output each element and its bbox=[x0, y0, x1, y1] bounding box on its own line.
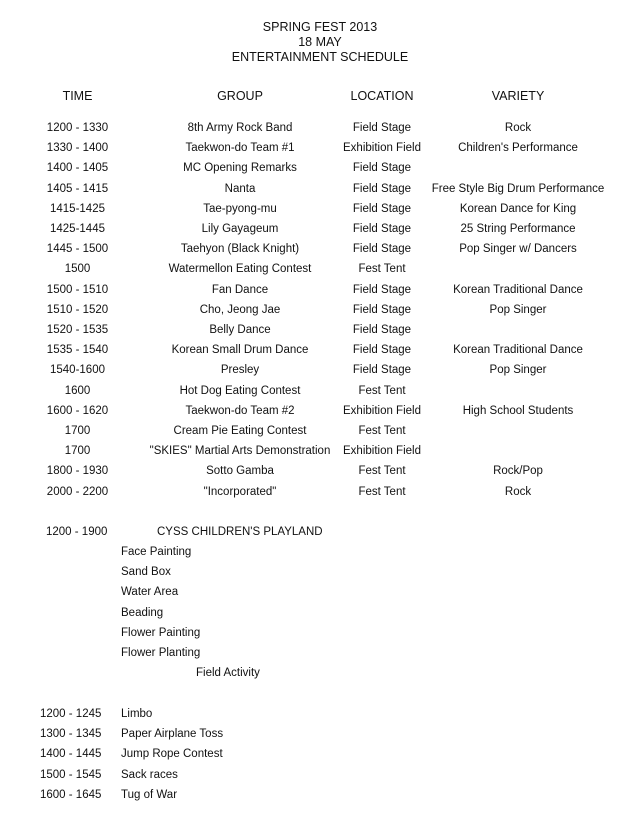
location-cell: Exhibition Field bbox=[343, 445, 421, 458]
activity-name: Tug of War bbox=[121, 788, 178, 801]
group-cell: Taekwon-do Team #2 bbox=[185, 404, 295, 417]
table-row bbox=[0, 162, 640, 182]
list-item: Face Painting bbox=[121, 546, 192, 558]
table-row bbox=[0, 284, 640, 304]
time-cell: 1600 - 1620 bbox=[46, 404, 109, 417]
schedule-title: ENTERTAINMENT SCHEDULE bbox=[231, 50, 409, 64]
time-cell: 2000 - 2200 bbox=[46, 485, 109, 498]
group-cell: Nanta bbox=[224, 182, 256, 195]
column-header-group: GROUP bbox=[217, 89, 263, 103]
time-cell: 1500 bbox=[64, 263, 91, 276]
list-item: Sand Box bbox=[121, 566, 171, 579]
variety-cell: Rock bbox=[504, 485, 532, 498]
location-cell: Fest Tent bbox=[358, 263, 406, 276]
activity-name: Limbo bbox=[121, 708, 153, 720]
variety-cell: Pop Singer bbox=[489, 364, 547, 377]
location-cell: Field Stage bbox=[352, 324, 412, 336]
time-cell: 1415-1425 bbox=[50, 202, 105, 215]
table-row bbox=[0, 203, 640, 223]
location-cell: Fest Tent bbox=[358, 425, 406, 437]
event-date: 18 MAY bbox=[298, 35, 342, 49]
event-title: SPRING FEST 2013 bbox=[262, 20, 378, 34]
list-item: Flower Painting bbox=[121, 626, 201, 639]
activity-time: 1200 - 1245 bbox=[40, 708, 102, 720]
location-cell: Field Stage bbox=[352, 344, 412, 357]
time-cell: 1700 bbox=[64, 425, 91, 437]
activity-time: 1300 - 1345 bbox=[40, 728, 102, 741]
table-row bbox=[0, 344, 640, 364]
activity-time: 1400 - 1445 bbox=[40, 748, 102, 761]
activity-name: Jump Rope Contest bbox=[121, 748, 223, 761]
list-item: Water Area bbox=[121, 586, 179, 599]
group-cell: Cream Pie Eating Contest bbox=[173, 425, 307, 437]
column-header-location: LOCATION bbox=[350, 89, 414, 103]
time-cell: 1510 - 1520 bbox=[46, 303, 109, 316]
column-header-time: TIME bbox=[62, 89, 93, 103]
table-row bbox=[0, 142, 640, 162]
group-cell: Taekwon-do Team #1 bbox=[185, 142, 295, 155]
column-header-variety: VARIETY bbox=[491, 89, 545, 103]
group-cell: Watermellon Eating Contest bbox=[168, 263, 312, 276]
variety-cell: 25 String Performance bbox=[460, 223, 576, 235]
location-cell: Field Stage bbox=[352, 223, 412, 235]
location-cell: Field Stage bbox=[352, 283, 412, 296]
group-cell: MC Opening Remarks bbox=[183, 162, 297, 175]
group-cell: Taehyon (Black Knight) bbox=[180, 243, 300, 256]
table-row bbox=[0, 486, 640, 506]
time-cell: 1500 - 1510 bbox=[46, 283, 109, 296]
location-cell: Field Stage bbox=[352, 243, 412, 256]
playland-title: CYSS CHILDREN'S PLAYLAND bbox=[157, 526, 323, 538]
table-row bbox=[0, 324, 640, 344]
group-cell: Hot Dog Eating Contest bbox=[179, 384, 301, 397]
group-cell: 8th Army Rock Band bbox=[187, 122, 293, 134]
table-row bbox=[0, 465, 640, 485]
location-cell: Fest Tent bbox=[358, 465, 406, 478]
activity-time: 1500 - 1545 bbox=[40, 768, 102, 781]
variety-cell: Pop Singer w/ Dancers bbox=[459, 243, 577, 256]
variety-cell: Korean Dance for King bbox=[459, 202, 577, 215]
activity-name: Paper Airplane Toss bbox=[121, 728, 224, 741]
variety-cell: Rock bbox=[504, 122, 532, 134]
time-cell: 1400 - 1405 bbox=[46, 162, 109, 175]
location-cell: Field Stage bbox=[352, 162, 412, 175]
location-cell: Field Stage bbox=[352, 202, 412, 215]
group-cell: Fan Dance bbox=[211, 283, 269, 296]
time-cell: 1700 bbox=[64, 445, 91, 458]
variety-cell: Free Style Big Drum Performance bbox=[431, 182, 605, 195]
group-cell: Cho, Jeong Jae bbox=[199, 303, 281, 316]
time-cell: 1200 - 1330 bbox=[46, 122, 109, 134]
table-row bbox=[0, 243, 640, 263]
time-cell: 1800 - 1930 bbox=[46, 465, 109, 478]
group-cell: Korean Small Drum Dance bbox=[171, 344, 309, 357]
variety-cell: Korean Traditional Dance bbox=[453, 283, 583, 296]
location-cell: Field Stage bbox=[352, 303, 412, 316]
list-item: Flower Planting bbox=[121, 647, 201, 659]
table-row bbox=[0, 304, 640, 324]
time-cell: 1540-1600 bbox=[50, 364, 105, 377]
group-cell: "Incorporated" bbox=[203, 485, 277, 498]
group-cell: Belly Dance bbox=[209, 324, 271, 336]
time-cell: 1425-1445 bbox=[50, 223, 105, 235]
location-cell: Exhibition Field bbox=[343, 404, 421, 417]
location-cell: Field Stage bbox=[352, 122, 412, 134]
group-cell: Sotto Gamba bbox=[206, 465, 274, 478]
field-activity-title: Field Activity bbox=[196, 667, 260, 679]
group-cell: Lily Gayageum bbox=[201, 223, 279, 235]
document-header bbox=[0, 20, 640, 65]
table-row bbox=[0, 122, 640, 142]
table-row bbox=[0, 385, 640, 405]
table-row bbox=[0, 445, 640, 465]
location-cell: Field Stage bbox=[352, 182, 412, 195]
time-cell: 1520 - 1535 bbox=[46, 324, 109, 336]
table-row bbox=[0, 263, 640, 283]
list-item: Beading bbox=[121, 606, 164, 619]
variety-cell: High School Students bbox=[462, 404, 574, 417]
group-cell: Presley bbox=[220, 364, 260, 377]
location-cell: Field Stage bbox=[352, 364, 412, 377]
variety-cell: Rock/Pop bbox=[493, 465, 543, 478]
time-cell: 1330 - 1400 bbox=[46, 142, 109, 155]
time-cell: 1405 - 1415 bbox=[46, 182, 109, 195]
activity-name: Sack races bbox=[121, 768, 178, 781]
table-row bbox=[0, 405, 640, 425]
time-cell: 1445 - 1500 bbox=[46, 243, 109, 256]
table-row bbox=[0, 223, 640, 243]
variety-cell: Pop Singer bbox=[489, 303, 547, 316]
table-row bbox=[0, 364, 640, 384]
location-cell: Fest Tent bbox=[358, 384, 406, 397]
time-cell: 1600 bbox=[64, 384, 91, 397]
location-cell: Fest Tent bbox=[358, 485, 406, 498]
table-row bbox=[0, 425, 640, 445]
variety-cell: Korean Traditional Dance bbox=[453, 344, 583, 357]
time-cell: 1535 - 1540 bbox=[46, 344, 109, 357]
group-cell: "SKIES" Martial Arts Demonstration bbox=[149, 445, 331, 458]
variety-cell: Children's Performance bbox=[458, 142, 578, 155]
playland-time: 1200 - 1900 bbox=[46, 526, 108, 538]
group-cell: Tae-pyong-mu bbox=[203, 202, 277, 215]
table-row bbox=[0, 183, 640, 203]
activity-time: 1600 - 1645 bbox=[40, 788, 102, 801]
location-cell: Exhibition Field bbox=[343, 142, 421, 155]
